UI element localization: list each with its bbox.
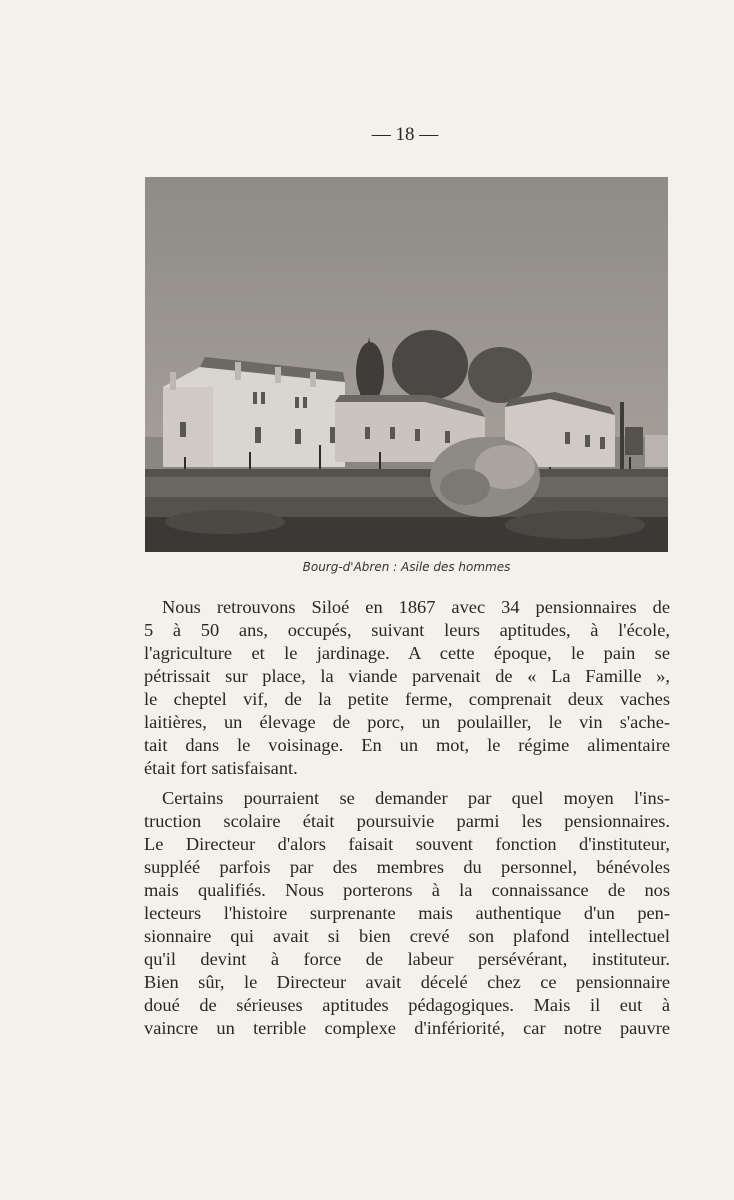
text-line: Certains pourraient se demander par quel moyen l'ins- xyxy=(162,788,670,808)
photo-caption: Bourg-d'Abren : Asile des hommes xyxy=(302,560,511,574)
text-line: mais qualifiés. Nous porterons à la connaissance de nos xyxy=(144,880,670,900)
text-line: qu'il devint à force de labeur persévérant, instituteur. xyxy=(144,949,670,969)
text-line: laitières, un élevage de porc, un poulailler, le vin s'ache- xyxy=(144,712,670,732)
text-line: vaincre un terrible complexe d'infériorité, car notre pauvre xyxy=(144,1018,670,1038)
text-line: était fort satisfaisant. xyxy=(144,758,298,778)
building-photo xyxy=(145,177,668,552)
text-line: truction scolaire était poursuivie parmi les pensionnaires. xyxy=(144,811,670,831)
text-line: sionnaire qui avait si bien crevé son plafond intellectuel xyxy=(144,926,670,946)
text-line: suppléé parfois par des membres du personnel, bénévoles xyxy=(144,857,670,877)
text-line: pétrissait sur place, la viande parvenait de « La Famille », xyxy=(144,666,670,686)
text-line: Bien sûr, le Directeur avait décelé chez ce pensionnaire xyxy=(144,972,670,992)
text-line: doué de sérieuses aptitudes pédagogiques. Mais il eut à xyxy=(144,995,670,1015)
text-line: lecteurs l'histoire surprenante mais authentique d'un pen- xyxy=(144,903,670,923)
text-line: tait dans le voisinage. En un mot, le régime alimentaire xyxy=(144,735,670,755)
paragraph-1 xyxy=(144,596,670,780)
text-line: l'agriculture et le jardinage. A cette époque, le pain se xyxy=(144,643,670,663)
text-line: 5 à 50 ans, occupés, suivant leurs aptitudes, à l'école, xyxy=(144,620,670,640)
page-number: — 18 — xyxy=(371,124,439,145)
text-line: le cheptel vif, de la petite ferme, comprenait deux vaches xyxy=(144,689,670,709)
paragraph-2 xyxy=(144,787,670,1040)
text-line: Nous retrouvons Siloé en 1867 avec 34 pensionnaires de xyxy=(162,597,670,617)
text-line: Le Directeur d'alors faisait souvent fonction d'instituteur, xyxy=(144,834,670,854)
